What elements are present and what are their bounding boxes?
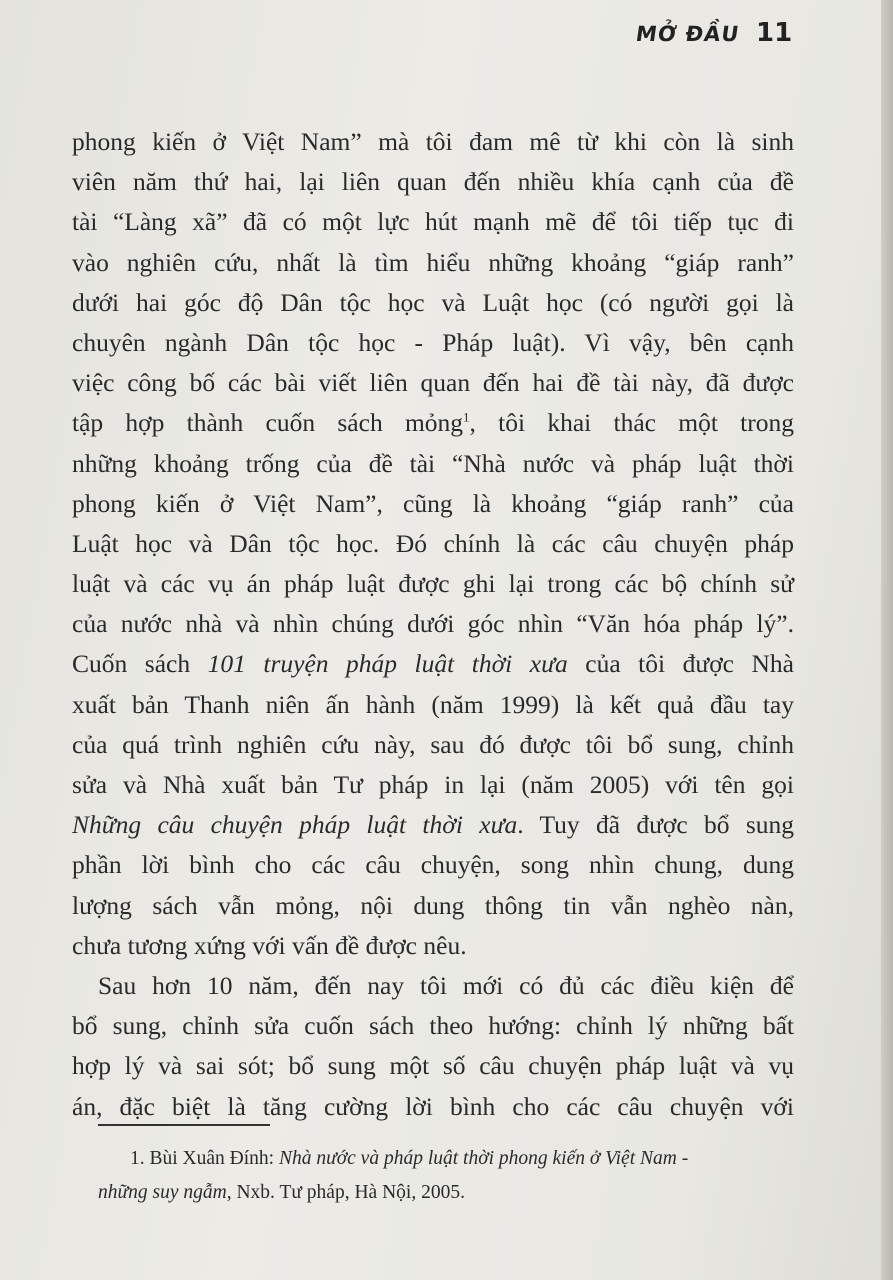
footnote-title: Nhà nước và pháp luật thời phong kiến ở Việt Nam -: [278, 1148, 689, 1169]
text-segment: sửa và Nhà xuất bản Tư pháp in lại (năm 2005) với tên gọi: [72, 770, 794, 799]
text-line: [72, 323, 794, 363]
text-segment: xuất bản Thanh niên ấn hành (năm 1999) là kết quả đầu tay: [72, 689, 794, 719]
text-segment: tập hợp thành cuốn sách mỏng: [72, 408, 464, 438]
text-line: [72, 845, 794, 885]
text-segment: của tôi được Nhà: [567, 649, 794, 679]
text-line: [72, 202, 794, 242]
text-segment: chưa tương xứng với vấn đề được nêu.: [72, 930, 467, 960]
footnote-ref: 1: [463, 409, 470, 425]
text-segment: , tôi khai thác một trong: [469, 408, 794, 438]
text-line: [72, 444, 794, 484]
text-line: [72, 966, 794, 1006]
text-line: [72, 1087, 794, 1127]
text-line: [72, 1046, 794, 1086]
text-segment: luật và các vụ án pháp luật được ghi lại trong các bộ chính sử: [72, 569, 794, 599]
text-segment: chuyên ngành Dân tộc học - Pháp luật). Vì vậy, bên cạnh: [72, 327, 794, 357]
text-segment: của quá trình nghiên cứu này, sau đó được tôi bổ sung, chỉnh: [72, 729, 794, 759]
text-segment: dưới hai góc độ Dân tộc học và Luật học (có người gọi là: [72, 287, 794, 317]
text-segment: phong kiến ở Việt Nam”, cũng là khoảng “giáp ranh” của: [72, 488, 794, 518]
text-line: [72, 725, 794, 765]
text-line: [72, 765, 794, 805]
text-line: [72, 524, 794, 564]
text-segment: việc công bố các bài viết liên quan đến hai đề tài này, đã được: [72, 368, 794, 398]
footnote-line-1: [130, 1142, 830, 1176]
footnote-rule: [98, 1124, 270, 1126]
footnote-publisher: , Nxb. Tư pháp, Hà Nội, 2005.: [226, 1182, 465, 1203]
text-segment: hợp lý và sai sót; bổ sung một số câu chuyện pháp luật và vụ: [72, 1051, 794, 1081]
text-line: [72, 685, 794, 725]
body-text: [72, 122, 794, 1127]
footnote-number: 1. Bùi Xuân Đính:: [130, 1148, 279, 1169]
text-segment: án, đặc biệt là tăng cường lời bình cho các câu chuyện với: [72, 1091, 794, 1121]
text-segment: bổ sung, chỉnh sửa cuốn sách theo hướng: chỉnh lý những bất: [72, 1011, 794, 1041]
text-line: [72, 283, 794, 323]
text-segment: những khoảng trống của đề tài “Nhà nước và pháp luật thời: [72, 448, 794, 478]
text-line: [72, 604, 794, 644]
text-segment: phần lời bình cho các câu chuyện, song nhìn chung, dung: [72, 850, 794, 880]
book-title: Những câu chuyện pháp luật thời xưa: [72, 810, 518, 840]
text-line: [72, 926, 794, 966]
footnote-title-cont: những suy ngẫm: [98, 1182, 227, 1203]
text-segment: lượng sách vẫn mỏng, nội dung thông tin vẫn nghèo nàn,: [72, 890, 794, 920]
text-line: [72, 644, 794, 684]
text-segment: Sau hơn 10 năm, đến nay tôi mới có đủ các điều kiện để: [98, 970, 794, 1000]
text-line: [72, 805, 794, 845]
text-line: [72, 484, 794, 524]
footnote-line-2: [98, 1176, 798, 1210]
text-line: [72, 363, 794, 403]
text-line: [72, 1006, 794, 1046]
text-segment: viên năm thứ hai, lại liên quan đến nhiều khía cạnh của đề: [72, 167, 794, 197]
text-line: [72, 243, 794, 283]
text-segment: của nước nhà và nhìn chúng dưới góc nhìn “Văn hóa pháp lý”.: [72, 609, 794, 639]
text-line: [72, 403, 794, 443]
text-segment: vào nghiên cứu, nhất là tìm hiểu những khoảng “giáp ranh”: [72, 247, 794, 277]
page-edge: [881, 0, 893, 1280]
text-segment: phong kiến ở Việt Nam” mà tôi đam mê từ khi còn là sinh: [72, 127, 794, 156]
text-line: [72, 886, 794, 926]
text-segment: tài “Làng xã” đã có một lực hút mạnh mẽ để tôi tiếp tục đi: [72, 207, 794, 237]
text-line: [72, 162, 794, 202]
text-segment: Luật học và Dân tộc học. Đó chính là các câu chuyện pháp: [72, 528, 794, 558]
running-title: MỞ ĐẦU: [634, 22, 742, 46]
book-title: 101 truyện pháp luật thời xưa: [207, 649, 568, 679]
text-segment: . Tuy đã được bổ sung: [517, 810, 794, 840]
page-number: 11: [756, 18, 793, 48]
text-segment: Cuốn sách: [72, 649, 208, 679]
text-line: [72, 122, 794, 162]
text-line: [72, 564, 794, 604]
